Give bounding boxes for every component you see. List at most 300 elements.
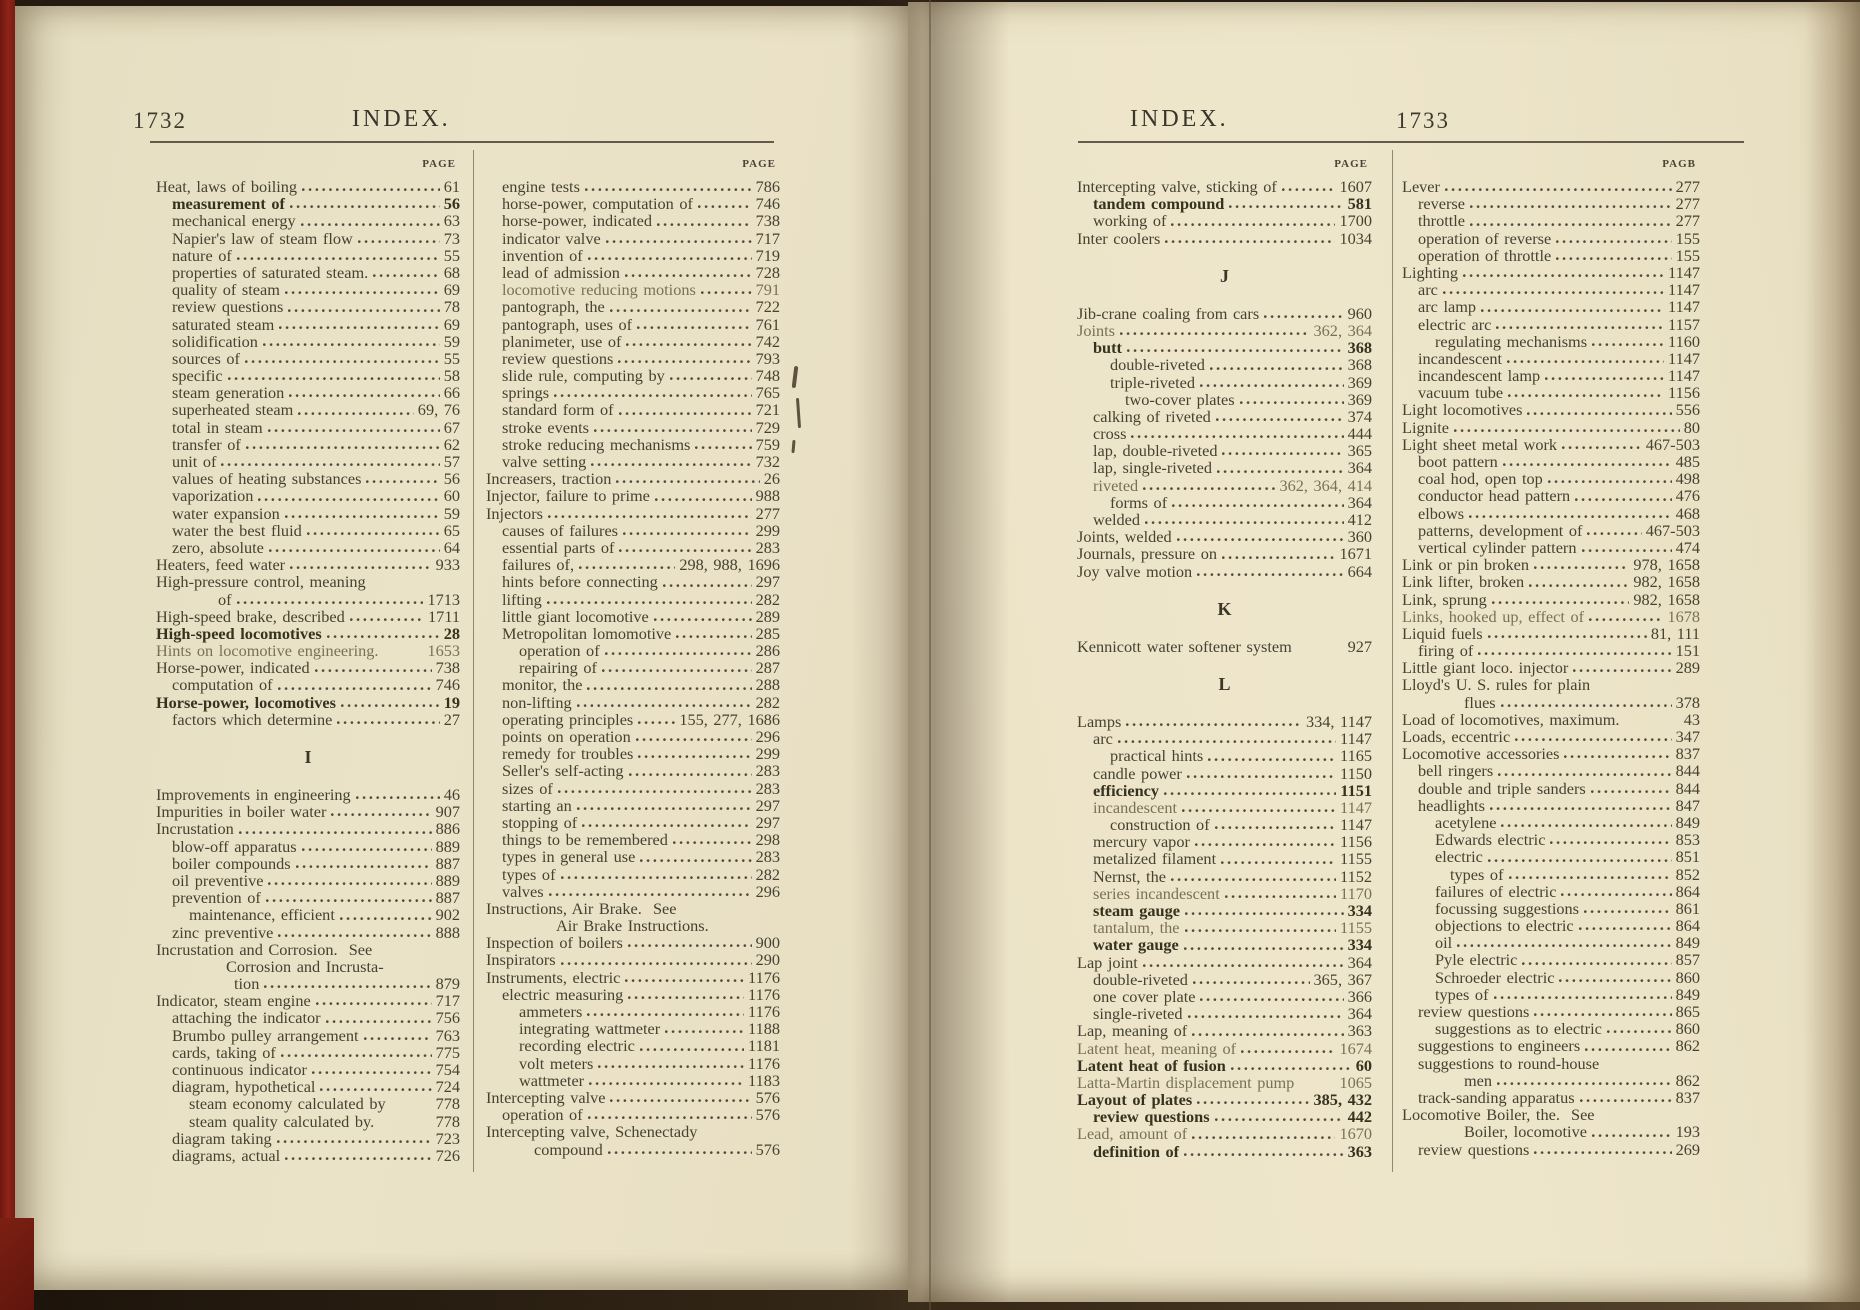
right-running-title: INDEX. [1130, 106, 1229, 132]
entry-label: High-pressure control, meaning [156, 572, 366, 592]
leader-dots [1143, 486, 1275, 491]
entry-label: efficiency [1093, 780, 1159, 800]
index-entry [1402, 762, 1700, 779]
entry-label: planimeter, use of [502, 331, 622, 351]
index-entry [486, 522, 780, 539]
index-entry [486, 401, 780, 418]
entry-page-number: 362, 364, 414 [1279, 475, 1372, 495]
entry-label: butt [1093, 338, 1122, 358]
entry-page-number: 296 [755, 881, 780, 901]
index-entry [156, 230, 460, 247]
entry-page-number: 756 [435, 1008, 460, 1028]
index-entry [1402, 281, 1700, 298]
leader-dots [358, 239, 440, 244]
index-entry [1077, 528, 1372, 545]
entry-label: solidification [172, 331, 258, 351]
entry-page-number: 738 [755, 211, 780, 231]
leader-dots [1592, 1133, 1672, 1138]
leader-dots [589, 1081, 744, 1086]
index-entry [156, 711, 460, 728]
entry-page-number: 378 [1675, 692, 1700, 712]
leader-dots [364, 1036, 432, 1041]
entry-page-number: 334 [1347, 901, 1372, 920]
entry-label: superheated steam [172, 400, 294, 420]
entry-label: cards, taking of [172, 1042, 276, 1062]
index-entry [1077, 902, 1372, 919]
entry-page-number: 283 [755, 847, 780, 867]
entry-page-number: 902 [435, 905, 460, 925]
leader-dots [341, 703, 440, 708]
entry-page-number: 581 [1347, 194, 1372, 214]
entry-label: lap, single-riveted [1093, 458, 1213, 478]
entry-label: non-lifting [502, 692, 572, 712]
entry-page-number: 849 [1675, 933, 1700, 953]
entry-label: headlights [1418, 795, 1485, 815]
entry-label: working of [1093, 211, 1167, 231]
leader-dots [676, 634, 751, 639]
section-spacer [1077, 291, 1372, 305]
entry-page-number: 1157 [1668, 314, 1700, 334]
leader-dots [1120, 331, 1310, 336]
entry-label: firing of [1418, 641, 1474, 661]
entry-label: arc [1418, 280, 1438, 300]
entry-label: track-sanding apparatus [1418, 1087, 1575, 1107]
leader-dots [285, 514, 440, 519]
index-entry [486, 556, 780, 573]
leader-space [379, 1122, 431, 1127]
entry-page-number: 286 [755, 641, 780, 661]
entry-label: operation of reverse [1418, 228, 1552, 248]
entry-page-number: 1713 [427, 589, 460, 609]
leader-dots [625, 273, 752, 278]
index-entry [156, 676, 460, 693]
section-spacer [1077, 655, 1372, 669]
entry-page-number: 1151 [1340, 780, 1372, 800]
index-entry [1077, 1143, 1372, 1160]
entry-label: nature of [172, 245, 232, 265]
index-entry [486, 1055, 780, 1072]
section-spacer [1077, 624, 1372, 638]
entry-page-number: 57 [443, 452, 460, 471]
entry-page-number: 69 [443, 314, 460, 334]
entry-page-number: 363 [1347, 1141, 1372, 1161]
entry-page-number: 369 [1347, 372, 1372, 392]
entry-page-number: 852 [1675, 864, 1700, 884]
index-entry [486, 419, 780, 436]
leader-dots [638, 754, 751, 759]
index-entry [156, 195, 460, 212]
entry-label: oil [1435, 933, 1453, 953]
index-entry [1077, 305, 1372, 322]
entry-label: mechanical energy [172, 211, 296, 231]
leader-dots [285, 290, 440, 295]
leader-dots [1240, 400, 1344, 405]
leader-dots [610, 308, 752, 313]
index-entry [1402, 814, 1700, 831]
leader-dots [654, 617, 752, 622]
entry-label: types in general use [502, 847, 636, 867]
leader-dots [279, 325, 439, 330]
entry-label: diagram taking [172, 1128, 272, 1148]
index-entry [1402, 900, 1700, 917]
leader-dots [628, 995, 744, 1000]
entry-label: failures of, [502, 555, 575, 575]
entry-label: throttle [1418, 211, 1466, 231]
leader-dots [1443, 290, 1664, 295]
entry-label: locomotive reducing motions [502, 280, 696, 300]
entry-label: quality of steam [172, 280, 280, 300]
entry-label: suggestions to engineers [1418, 1036, 1581, 1056]
entry-page-number: 385, 432 [1313, 1090, 1372, 1110]
entry-label: types of [502, 864, 556, 884]
entry-page-number: 1147 [1668, 297, 1700, 317]
index-entry [486, 470, 780, 487]
entry-page-number: 1176 [748, 967, 780, 987]
entry-label: regulating mechanisms [1435, 331, 1588, 351]
entry-page-number: 269 [1675, 1139, 1700, 1159]
entry-label: incandescent [1093, 797, 1178, 817]
index-entry [1402, 951, 1700, 968]
leader-dots [623, 531, 752, 536]
entry-label: Light sheet metal work [1402, 434, 1558, 454]
entry-label: review questions [172, 297, 284, 317]
entry-label: Lever [1402, 177, 1440, 196]
leader-dots [1208, 757, 1336, 762]
entry-label: diagram, hypothetical [172, 1077, 316, 1097]
entry-page-number: 1653 [427, 641, 460, 661]
entry-label: Napier's law of steam flow [172, 228, 353, 248]
index-entry [156, 608, 460, 625]
index-entry [1402, 487, 1700, 504]
entry-label: steam gauge [1093, 901, 1180, 920]
index-entry [156, 367, 460, 384]
index-entry [156, 889, 460, 906]
entry-label: incandescent lamp [1418, 366, 1541, 386]
index-entry [1402, 367, 1700, 384]
entry-page-number: 729 [755, 417, 780, 437]
entry-page-number: 64 [443, 537, 460, 557]
index-entry [1402, 1072, 1700, 1089]
entry-page-number: 282 [755, 692, 780, 712]
entry-label: stroke reducing mechanisms [502, 434, 691, 454]
index-entry [486, 934, 780, 951]
index-entry [156, 1061, 460, 1078]
index-entry [1402, 556, 1700, 573]
entry-label: standard form of [502, 400, 614, 420]
index-column-2 [486, 150, 780, 1190]
page-stack-edge [1804, 0, 1860, 1310]
entry-label: invention of [502, 245, 583, 265]
index-entry [486, 247, 780, 264]
entry-page-number: 299 [755, 744, 780, 764]
entry-page-number: 864 [1675, 881, 1700, 901]
entry-label: vaporization [172, 486, 254, 506]
entry-label: saturated steam [172, 314, 275, 334]
left-running-title: INDEX. [352, 106, 451, 132]
entry-label: Link lifter, broken [1402, 572, 1525, 592]
leader-dots [1177, 537, 1344, 542]
entry-label: failures of electric [1435, 881, 1557, 901]
leader-dots [1478, 651, 1671, 656]
entry-page-number: 889 [435, 836, 460, 856]
entry-label: Corrosion and Incrusta- [226, 956, 384, 976]
index-entry [1077, 988, 1372, 1005]
entry-label: little giant locomotive [502, 606, 649, 626]
leader-dots [237, 256, 440, 261]
index-entry [486, 1020, 780, 1037]
index-entry [486, 831, 780, 848]
leader-dots [1508, 393, 1664, 398]
entry-label: focussing suggestions [1435, 898, 1579, 918]
entry-label: remedy for troubles [502, 744, 634, 764]
entry-page-number: 56 [443, 469, 460, 489]
index-entry [1402, 797, 1700, 814]
leader-dots [1127, 348, 1344, 353]
index-entry [156, 975, 460, 992]
index-entry [1402, 1089, 1700, 1106]
entry-label: review questions [1093, 1107, 1210, 1127]
entry-label: tandem compound [1093, 194, 1225, 214]
index-entry [156, 264, 460, 281]
entry-label: Locomotive Boiler, the. See [1402, 1105, 1595, 1125]
index-entry [1402, 986, 1700, 1003]
entry-label: forms of [1110, 492, 1168, 512]
entry-page-number: 1165 [1340, 746, 1372, 766]
entry-page-number: 722 [755, 297, 780, 317]
index-entry [1402, 694, 1700, 711]
index-entry [1402, 419, 1700, 436]
index-entry [1077, 339, 1372, 356]
leader-dots [1172, 503, 1343, 508]
entry-page-number: 860 [1675, 967, 1700, 987]
entry-label: Liquid fuels [1402, 623, 1483, 643]
leader-dots [657, 222, 752, 227]
entry-label: points on operation [502, 727, 631, 746]
index-entry [1402, 780, 1700, 797]
leader-dots [1210, 366, 1344, 371]
index-entry [156, 178, 460, 195]
entry-page-number: 364 [1347, 458, 1372, 478]
index-entry [156, 625, 460, 642]
index-entry [1077, 868, 1372, 885]
entry-page-number: 1034 [1339, 228, 1372, 248]
entry-page-number: 864 [1675, 916, 1700, 936]
index-entry [1077, 442, 1372, 459]
leader-dots [1282, 187, 1336, 192]
leader-dots [1200, 997, 1343, 1002]
leader-dots [619, 548, 751, 553]
leader-dots [1184, 1152, 1343, 1157]
leader-dots [298, 411, 414, 416]
entry-page-number: 467-503 [1645, 434, 1700, 454]
index-entry [486, 986, 780, 1003]
entry-label: Joy valve motion [1077, 561, 1193, 581]
entry-label: slide rule, computing by [502, 366, 665, 386]
entry-label: one cover plate [1093, 986, 1196, 1006]
index-entry [1402, 178, 1700, 195]
page-edge-crease [929, 0, 931, 1310]
entry-page-number: 69 [443, 280, 460, 300]
section-spacer [1077, 699, 1372, 713]
index-entry [486, 230, 780, 247]
entry-label: arc lamp [1418, 297, 1476, 317]
leader-dots [289, 393, 439, 398]
leader-dots [350, 617, 424, 622]
entry-page-number: 287 [755, 658, 780, 678]
entry-label: values of heating substances [172, 469, 362, 489]
entry-label: Links, hooked up, effect of [1402, 606, 1585, 626]
index-entry [1077, 511, 1372, 528]
index-entry [486, 1037, 780, 1054]
entry-page-number: 664 [1347, 561, 1372, 581]
right-column-divider [1392, 150, 1393, 1172]
leader-dots [277, 1139, 432, 1144]
entry-page-number: 334, 1147 [1305, 711, 1372, 731]
index-entry [156, 906, 460, 923]
leader-dots [312, 1070, 432, 1075]
entry-page-number: 55 [443, 348, 460, 368]
index-entry [1402, 539, 1700, 556]
entry-page-number: 844 [1675, 778, 1700, 798]
index-entry [156, 924, 460, 941]
left-column-divider [473, 150, 474, 1172]
index-entry [156, 1113, 460, 1130]
entry-page-number: 62 [443, 434, 460, 454]
index-entry [1402, 1123, 1700, 1140]
section-spacer [156, 728, 460, 742]
index-entry [1077, 713, 1372, 730]
leader-space [383, 651, 423, 656]
index-entry [486, 316, 780, 333]
index-entry [156, 316, 460, 333]
leader-dots [1501, 823, 1671, 828]
leader-dots [1515, 737, 1671, 742]
leader-dots [561, 961, 752, 966]
index-entry [156, 642, 460, 659]
leader-dots [1507, 359, 1664, 364]
entry-label: steam quality calculated by. [189, 1111, 375, 1131]
entry-page-number: 69, 76 [417, 400, 460, 420]
entry-label: welded [1093, 510, 1141, 529]
entry-page-number: 844 [1675, 761, 1700, 781]
leader-dots [1522, 961, 1671, 966]
entry-label: valves [502, 881, 544, 901]
entry-label: Incrustation and Corrosion. See [156, 939, 373, 959]
entry-label: electric measuring [502, 984, 624, 1004]
index-entry [486, 969, 780, 986]
entry-page-number: 78 [443, 297, 460, 317]
leader-dots [1509, 875, 1672, 880]
entry-page-number: 299 [755, 520, 780, 540]
entry-page-number: 297 [755, 812, 780, 832]
index-entry [156, 556, 460, 573]
leader-dots [673, 840, 752, 845]
index-entry [156, 298, 460, 315]
leader-dots [373, 273, 440, 278]
leader-dots [1118, 739, 1336, 744]
entry-label: two-cover plates [1125, 389, 1235, 409]
index-entry [1402, 522, 1700, 539]
entry-label: definition of [1093, 1141, 1180, 1161]
entry-label: tantalum, the [1093, 918, 1180, 938]
index-entry [156, 941, 460, 958]
index-entry [1402, 298, 1700, 315]
index-entry [486, 1072, 780, 1089]
leader-dots [1192, 1032, 1343, 1037]
entry-page-number: 1671 [1339, 544, 1372, 564]
entry-page-number: 778 [435, 1094, 460, 1114]
leader-dots [1589, 617, 1663, 622]
entry-page-number: 849 [1675, 812, 1700, 832]
entry-page-number: 151 [1675, 641, 1700, 661]
section-letter-heading: L [1218, 673, 1231, 694]
entry-page-number: 1155 [1340, 849, 1372, 869]
leader-dots [1534, 1150, 1671, 1155]
leader-dots [618, 359, 751, 364]
index-entry [1402, 883, 1700, 900]
entry-page-number: 724 [435, 1077, 460, 1097]
entry-page-number: 412 [1347, 510, 1372, 529]
entry-label: operation of [502, 1105, 583, 1125]
entry-page-number: 1181 [748, 1036, 780, 1056]
leader-dots [1264, 314, 1343, 319]
index-entry [486, 573, 780, 590]
index-entry [1077, 730, 1372, 747]
leader-dots [1231, 1066, 1352, 1071]
index-entry [1402, 659, 1700, 676]
index-entry [1402, 350, 1700, 367]
index-entry [1077, 971, 1372, 988]
leader-dots [1488, 858, 1672, 863]
page-column-label: PAGE [422, 158, 456, 170]
leader-dots [1463, 273, 1664, 278]
entry-label: Jib-crane coaling from cars [1077, 303, 1260, 323]
entry-page-number: 853 [1675, 830, 1700, 850]
entry-page-number: 289 [755, 606, 780, 626]
entry-page-number: 888 [435, 922, 460, 942]
entry-label: patterns, development of [1418, 520, 1583, 540]
leader-dots [288, 308, 439, 313]
entry-page-number: 900 [755, 933, 780, 953]
leader-dots [701, 290, 752, 295]
entry-page-number: 1065 [1339, 1072, 1372, 1092]
index-entry [1402, 505, 1700, 522]
entry-page-number: 290 [755, 950, 780, 970]
leader-dots [588, 1115, 752, 1120]
leader-dots [1527, 411, 1671, 416]
entry-page-number: 907 [435, 802, 460, 822]
entry-label: valve setting [502, 452, 587, 471]
leader-dots [296, 864, 432, 869]
leader-dots [1241, 1049, 1335, 1054]
entry-page-number: 1152 [1340, 866, 1372, 886]
index-entry [486, 814, 780, 831]
entry-label: cross [1093, 424, 1127, 444]
index-entry-list [1077, 178, 1372, 1160]
entry-page-number: 56 [443, 194, 460, 214]
book-cover-edge [0, 0, 15, 1310]
entry-label: lap, double-riveted [1093, 441, 1218, 461]
leader-dots [1481, 308, 1664, 313]
entry-page-number: 365, 367 [1313, 969, 1372, 989]
entry-page-number: 851 [1675, 847, 1700, 867]
leader-dots [636, 737, 752, 742]
leader-dots [290, 565, 431, 570]
leader-dots [315, 668, 432, 673]
leader-dots [1580, 1098, 1672, 1103]
entry-page-number: 748 [755, 366, 780, 386]
entry-label: oil preventive [172, 870, 264, 890]
